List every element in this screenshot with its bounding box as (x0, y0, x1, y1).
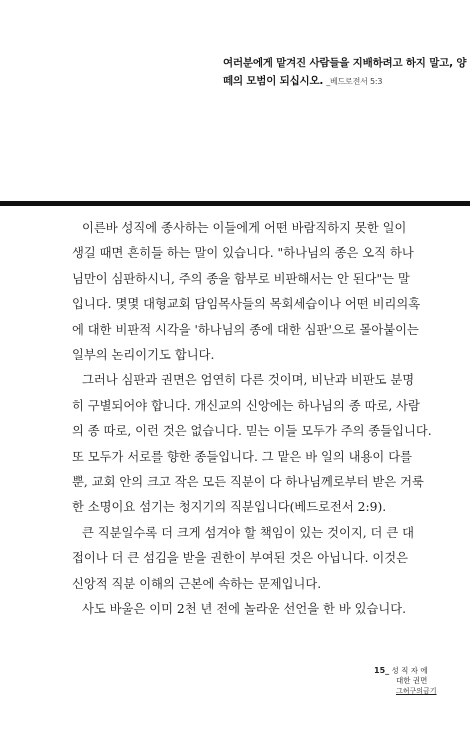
epigraph (223, 54, 467, 91)
paragraph-line: 큰 직분일수록 더 크게 섬겨야 할 책임이 있는 것이지, 더 큰 대 (82, 525, 414, 540)
epigraph-citation: _베드로전서 5:3 (326, 77, 383, 86)
paragraph-line: 그러나 심판과 권면은 엄연히 다른 것이며, 비난과 비판도 분명 (82, 373, 415, 388)
paragraph-line: 한 소명이요 섬기는 청지기의 직분입니다(베드로전서 2:9). (72, 500, 387, 515)
epigraph-line-1: 여러분에게 맡겨진 사람들을 지배하려고 하지 말고, 양 (223, 57, 467, 69)
paragraph-line: 에 대한 비판적 시각을 '하나님의 종에 대한 심판'으로 몰아붙이는 (72, 322, 419, 337)
section-title-line-1: 성 직 자 에 (391, 666, 428, 675)
paragraph-line: 입니다. 몇몇 대형교회 담임목사들의 목회세습이나 어떤 비리의혹 (72, 297, 421, 312)
paragraph-line: 접이나 더 큰 섬김을 받을 권한이 부여된 것은 아닙니다. 이것은 (72, 551, 409, 566)
paragraph-line: 신앙적 직분 이해의 근본에 속하는 문제입니다. (72, 576, 322, 591)
footer-row-1 (374, 666, 454, 676)
paragraph-line: 뿐, 교회 안의 크고 작은 모든 직분이 다 하나님께로부터 받은 거룩 (72, 475, 424, 490)
body-text (72, 216, 432, 623)
paragraph-line: 이른바 성직에 종사하는 이들에게 어떤 바람직하지 못한 일이 (82, 221, 407, 235)
epigraph-line-2-text: 떼의 모범이 되십시오. (223, 75, 324, 87)
page-number: 15_ (374, 666, 390, 675)
epigraph-line-2 (223, 72, 463, 91)
section-title-line-2: 대한 권면 (396, 676, 428, 685)
paragraph-line: 또 모두가 서로를 향한 종들입니다. 그 맡은 바 일의 내용이 다를 (72, 449, 412, 464)
page-footer (374, 666, 454, 696)
paragraph-line: 사도 바울은 이미 2천 년 전에 놀라운 선언을 한 바 있습니다. (82, 602, 407, 617)
paragraph-line: 님만이 심판하시니, 주의 종을 함부로 비판해서는 안 된다"는 말 (72, 271, 410, 286)
paragraph-line: 생길 때면 흔히들 하는 말이 있습니다. "하나님의 종은 오직 하나 (72, 246, 414, 261)
section-divider (0, 201, 470, 206)
paragraph-line: 히 구별되어야 합니다. 개신교의 신앙에는 하나님의 종 따로, 사람 (72, 398, 420, 413)
paragraph-line: 의 종 따로, 이런 것은 없습니다. 믿는 이들 모두가 주의 종들입니다. (72, 424, 432, 439)
paragraph-line: 일부의 논리이기도 합니다. (72, 348, 215, 363)
book-title: 그허구의금기 (396, 687, 437, 695)
